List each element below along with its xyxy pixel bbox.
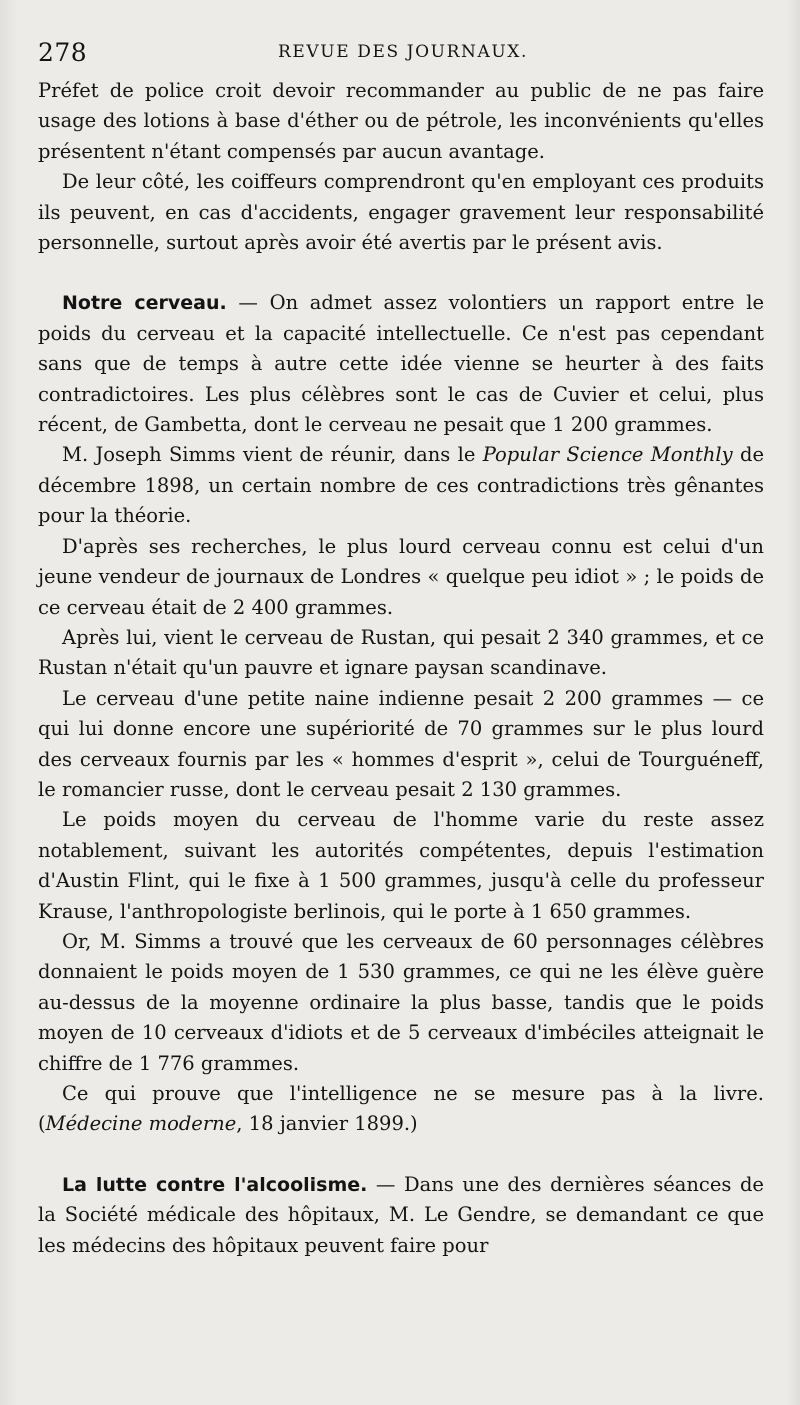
paragraph: Après lui, vient le cerveau de Rustan, qui pesait 2 340 grammes, et ce Rustan n'était qu'un pauvre et ignare paysan scandinave. [38, 625, 764, 680]
text-run: M. Joseph Simms vient de réunir, dans le [62, 443, 483, 467]
paragraph: Le cerveau d'une petite naine indienne pesait 2 200 grammes — ce qui lui donne encore une supériorité de 70 grammes sur le plus lourd des cerveaux fournis par les « hommes d'esprit », celui de Tourguéneff, le romancier russe, dont le cerveau pesait 2 130 grammes. [38, 686, 764, 801]
journal-title: Popular Science Monthly [482, 443, 733, 467]
paragraph: D'après ses recherches, le plus lourd cerveau connu est celui d'un jeune vendeur de journaux de Londres « quelque peu idiot » ; le poids de ce cerveau était de 2 400 grammes. [38, 534, 764, 619]
paragraph-citation [38, 1079, 764, 1140]
text-run: Ce qui prouve que l'intelligence ne se mesure pas à la livre. ( [38, 1082, 764, 1136]
paragraph [38, 440, 764, 531]
page-number: 278 [38, 38, 88, 67]
page-header [38, 38, 762, 72]
paragraph: Préfet de police croit devoir recommander au public de ne pas faire usage des lotions à base d'éther ou de pétrole, les inconvénients qu'elles présentent n'étant compensés par aucun avantage. [38, 79, 764, 163]
article-body [38, 76, 764, 1261]
source-title: Médecine moderne [45, 1112, 237, 1136]
text-run: , 18 janvier 1899.) [236, 1112, 418, 1136]
paragraph: Le poids moyen du cerveau de l'homme varie du reste assez notablement, suivant les autorités compétentes, depuis l'estimation d'Austin Flint, qui le fixe à 1 500 grammes, jusqu'à celle du professeur Krause, l'anthropologiste berlinois, qui le porte à 1 650 grammes. [38, 808, 764, 923]
paragraph-text: — Dans une des dernières séances de la Société médicale des hôpitaux, M. Le Gendre, se demandant ce que les médecins des hôpitaux peuvent faire pour [38, 1172, 764, 1257]
text-run: de décembre 1898, un certain nombre de ces contradictions très gênantes pour la théorie. [38, 443, 764, 528]
running-head: REVUE DES JOURNAUX. [278, 42, 528, 62]
paragraph-notre-cerveau [38, 288, 764, 440]
paragraph-text: — On admet assez volontiers un rapport entre le poids du cerveau et la capacité intellectuelle. Ce n'est pas cependant sans que de temps à autre cette idée vienne se heurter à des faits contradictoires. Les plus célèbres sont le cas de Cuvier et celui, plus récent, de Gambetta, dont le cerveau ne pesait que 1 200 grammes. [38, 291, 765, 437]
paragraph: Or, M. Simms a trouvé que les cerveaux de 60 personnages célèbres donnaient le poids moyen de 1 530 grammes, ce qui ne les élève guère au-dessus de la moyenne ordinaire la plus basse, tandis que le poids moyen de 10 cerveaux d'idiots et de 5 cerveaux d'imbéciles atteignait le chiffre de 1 776 grammes. [38, 929, 764, 1075]
section-title: Notre cerveau. [62, 292, 227, 315]
section-title: La lutte contre l'alcoolisme. [62, 1173, 368, 1196]
paragraph-alcoolisme [38, 1170, 764, 1261]
paragraph: De leur côté, les coiffeurs comprendront qu'en employant ces produits ils peuvent, en cas d'accidents, engager gravement leur responsabilité personnelle, surtout après avoir été avertis par le présent avis. [38, 170, 764, 255]
